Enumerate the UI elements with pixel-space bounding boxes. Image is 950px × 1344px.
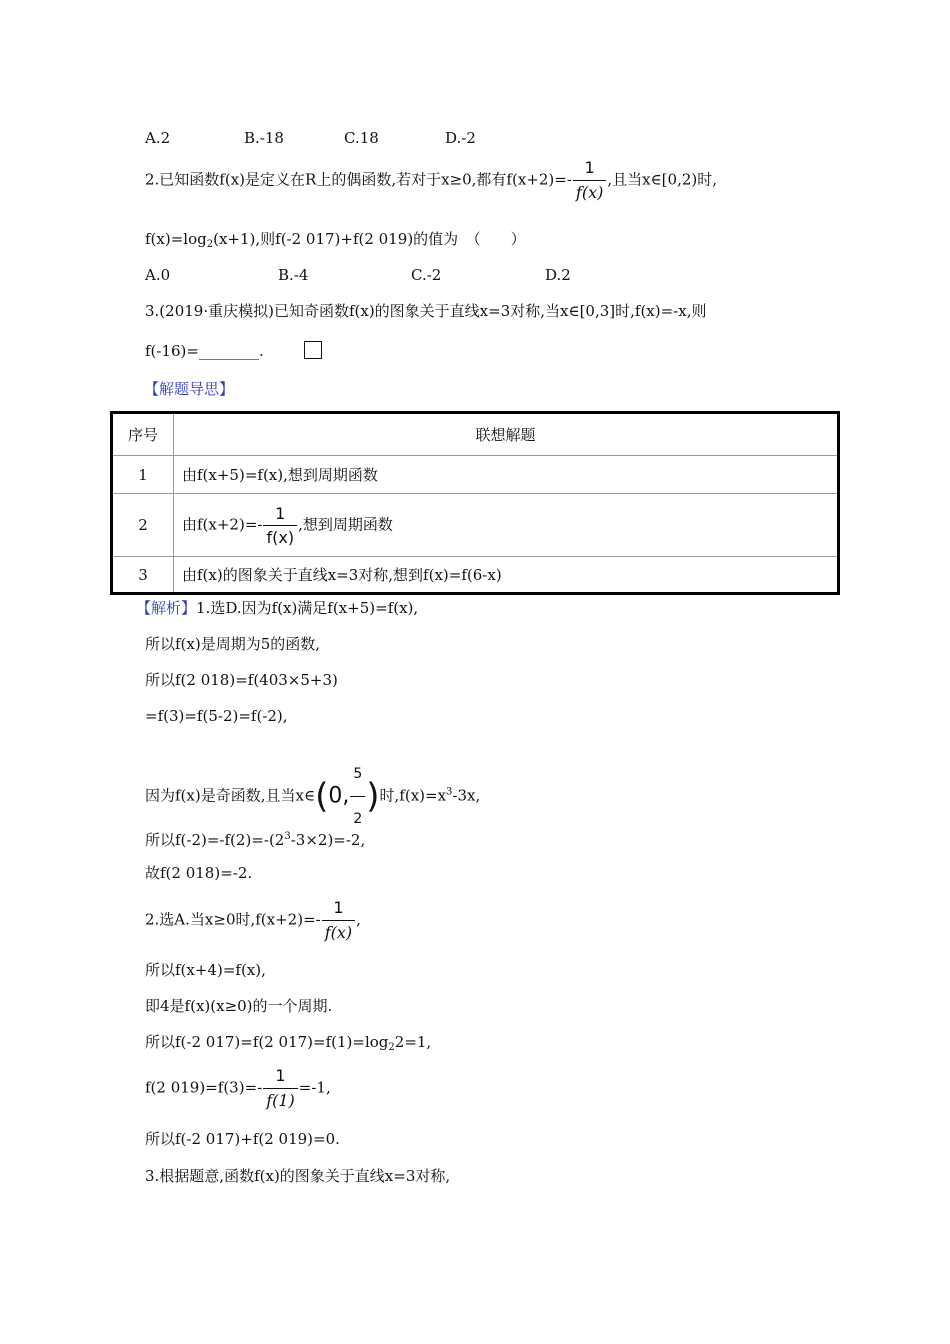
q1-option-d: D.-2 [445, 129, 476, 147]
row-no: 3 [112, 557, 174, 594]
solution-line: 所以f(-2 017)=f(2 $017)=f(1)=\log_22=1$, [145, 1033, 432, 1053]
row-text: 由f(x+5)=f(x),想到周期函数 [174, 455, 839, 494]
q2-text: 2.已知函数f(x)是定义在R上的偶函数,若对于x≥0,都有f(x+2)=- [145, 170, 572, 189]
guide-table-header [112, 413, 839, 456]
solution-line1: 【解析】1.选D.因为f(x)满足f(x+5)=f(x), [136, 599, 419, 617]
row-fraction: $\frac{1}{f(x)}$ [263, 504, 297, 547]
solution-line: 所以f(-2 017)+f(2 019)=0. [145, 1130, 340, 1148]
table-row [112, 557, 839, 594]
solution-line: 3.根据题意,函数f(x)的图象关于直线x=3对称, [145, 1167, 451, 1185]
table-row [112, 494, 839, 557]
solution-line: 所以f(x)是周期为5的函数, [145, 635, 321, 653]
q2-line2: $f(x)=\log_2(x+1)$,则f(-2 017)+f(2 019)的值为 （ ） [145, 230, 526, 250]
guide-table [110, 411, 840, 595]
q2-option-b: B.-4 [278, 266, 309, 284]
solution-fraction: $\frac{1}{f(1)}$ [263, 1066, 298, 1111]
q2-option-d: D.2 [545, 266, 571, 284]
solution-line: =f(3)=f(5-2)=f(-2), [145, 707, 288, 725]
solution-line: 所以$f(-2)=-f(2)=-(2^3-3\times 2)=-2$, [145, 831, 366, 849]
row-text: 由f(x)的图象关于直线x=3对称,想到f(x)=f(6-x) [174, 557, 839, 594]
solution-label: 【解析】 [136, 599, 197, 617]
q3-line1: 3.(2019·重庆模拟)已知奇函数f(x)的图象关于直线x=3对称,当x∈[0,3]时,f(x)=-x,则 [145, 302, 707, 320]
q1-option-a: A.2 [145, 129, 171, 147]
q2-fraction: $\frac{1}{f(x)}$ [573, 158, 606, 203]
answer-box[interactable] [304, 341, 322, 359]
row-text: 由f(x+2)=- $\frac{1}{f(x)}$ ,想到周期函数 [174, 494, 839, 557]
solution-fraction: $\frac{1}{f(x)}$ [322, 898, 355, 943]
q2-text-post: ,且当x∈[0,2)时, [607, 170, 718, 189]
q1-option-c: C.18 [344, 129, 379, 147]
q1-option-b: B.-18 [244, 129, 284, 147]
row-no: 1 [112, 455, 174, 494]
interval-fraction: $\frac{5}{2}$ [350, 754, 365, 839]
q3-line2: f(-16)=________. [145, 341, 322, 361]
solution-line: 即4是f(x)(x≥0)的一个周期. [145, 997, 333, 1015]
solution-line: 故f(2 018)=-2. [145, 864, 253, 882]
header-no: 序号 [112, 413, 174, 456]
guide-heading: 【解题导思】 [144, 380, 235, 398]
solution-line: f(2 019)=f(3)=- $\frac{1}{f(1)}$ =-1, [145, 1066, 331, 1110]
header-content: 联想解题 [174, 413, 839, 456]
q2-line1 [145, 158, 717, 203]
q2-option-c: C.-2 [411, 266, 442, 284]
solution-line: 所以f(x+4)=f(x), [145, 961, 266, 979]
q2-option-a: A.0 [145, 266, 171, 284]
solution-line: 所以f(2 018)=f(403×5+3) [145, 671, 338, 689]
table-row [112, 455, 839, 494]
row-no: 2 [112, 494, 174, 557]
solution-line: 2.选A.当x≥0时,f(x+2)=- $\frac{1}{f(x)}$ , [145, 898, 361, 942]
solution-line: 因为f(x)是奇函数,且当x∈(0, $\frac{5}{2}$ )时$,f(x)=x^3-3x$, [145, 754, 480, 839]
